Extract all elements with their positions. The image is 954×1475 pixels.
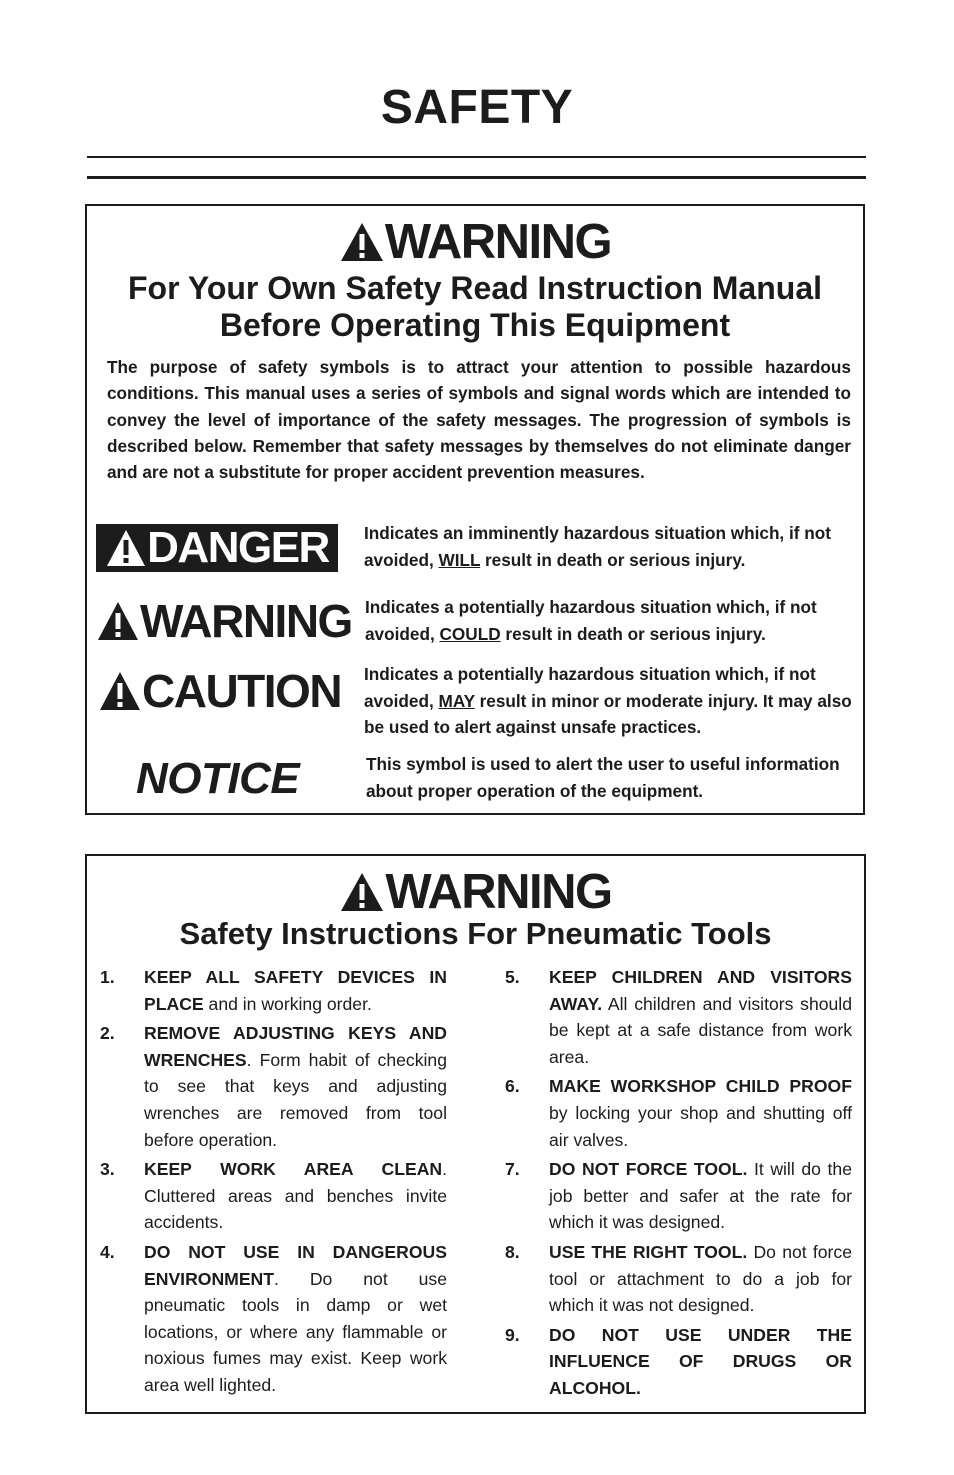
warning-description: Indicates a potentially hazardous situation which, if not avoided, COULD result in death or serious injury. <box>365 597 817 644</box>
caution-label <box>98 666 348 716</box>
warning-triangle-icon <box>339 221 385 263</box>
danger-emphasis: WILL <box>438 549 481 570</box>
caution-triangle-icon <box>98 670 142 712</box>
instructions-left-column <box>100 964 447 1402</box>
list-item: 8. USE THE RIGHT TOOL. Do not force tool or attachment to do a job for which it was not designed. <box>505 1241 852 1316</box>
warning-emphasis: COULD <box>439 623 501 644</box>
warning-heading <box>87 216 863 268</box>
box1-subtitle-line1: For Your Own Safety Read Instruction Manual <box>127 270 822 306</box>
danger-label-text: DANGER <box>147 523 329 572</box>
title-rule-bottom <box>87 176 866 179</box>
list-item: 3. KEEP WORK AREA CLEAN. Cluttered areas and benches invite accidents. <box>100 1159 447 1233</box>
list-item: 7. DO NOT FORCE TOOL. It will do the job better and safer at the rate for which it was designed. <box>505 1159 852 1233</box>
danger-description: Indicates an imminently hazardous situation which, if not avoided, WILL result in death or serious injury. <box>364 523 831 570</box>
warning-label <box>96 595 352 647</box>
warning-heading-2 <box>87 866 864 918</box>
warning-heading-text: WARNING <box>384 214 612 269</box>
pneumatic-instructions-box <box>85 854 866 1414</box>
list-item: 2. REMOVE ADJUSTING KEYS AND WRENCHES. Form habit of checking to see that keys and adjusting wrenches are removed from tool before operation. <box>100 1023 447 1150</box>
caution-emphasis: MAY <box>438 690 475 711</box>
notice-description: This symbol is used to alert the user to useful information about proper operation of the equipment. <box>366 754 840 801</box>
caution-description: Indicates a potentially hazardous situation which, if not avoided, MAY result in minor or moderate injury. It may also be used to alert against unsafe practices. <box>364 664 852 737</box>
warning-heading-2-text: WARNING <box>385 864 612 919</box>
list-item: 6. MAKE WORKSHOP CHILD PROOF by locking your shop and shutting off air valves. <box>505 1076 852 1150</box>
box2-subtitle: Safety Instructions For Pneumatic Tools <box>179 916 772 951</box>
list-item: 4. DO NOT USE IN DANGEROUS ENVIRONMENT. Do not use pneumatic tools in damp or wet locations, or where any flammable or noxious fumes may exist. Keep work area well lighted. <box>100 1241 447 1395</box>
list-item: 9. DO NOT USE UNDER THE INFLUENCE OF DRUGS OR ALCOHOL. <box>505 1324 852 1398</box>
notice-label: NOTICE <box>136 754 300 803</box>
warning-triangle-icon-2 <box>339 871 385 913</box>
title-rule-top <box>87 156 866 158</box>
safety-symbols-box <box>85 204 865 815</box>
list-item: 1. KEEP ALL SAFETY DEVICES IN PLACE and in working order. <box>100 967 447 1014</box>
box1-subtitle-line2: Before Operating This Equipment <box>219 307 731 343</box>
warning-label-triangle-icon <box>96 600 140 642</box>
intro-paragraph: The purpose of safety symbols is to attract your attention to possible hazardous conditions. This manual uses a series of symbols and signal words which are intended to convey the level of importance of the safety messages. The progression of symbols is described below. Remember that safety messages by themselves do not eliminate danger and are not a substitute for proper accident prevention measures. <box>107 357 851 483</box>
page-title: SAFETY <box>380 81 574 134</box>
instructions-right-column <box>505 964 852 1405</box>
danger-triangle-icon <box>105 528 147 568</box>
list-item: 5. KEEP CHILDREN AND VISITORS AWAY. All children and visitors should be kept at a safe distance from work area. <box>505 967 852 1067</box>
caution-label-text: CAUTION <box>142 665 342 717</box>
warning-label-text: WARNING <box>140 595 352 647</box>
danger-label <box>96 524 338 572</box>
